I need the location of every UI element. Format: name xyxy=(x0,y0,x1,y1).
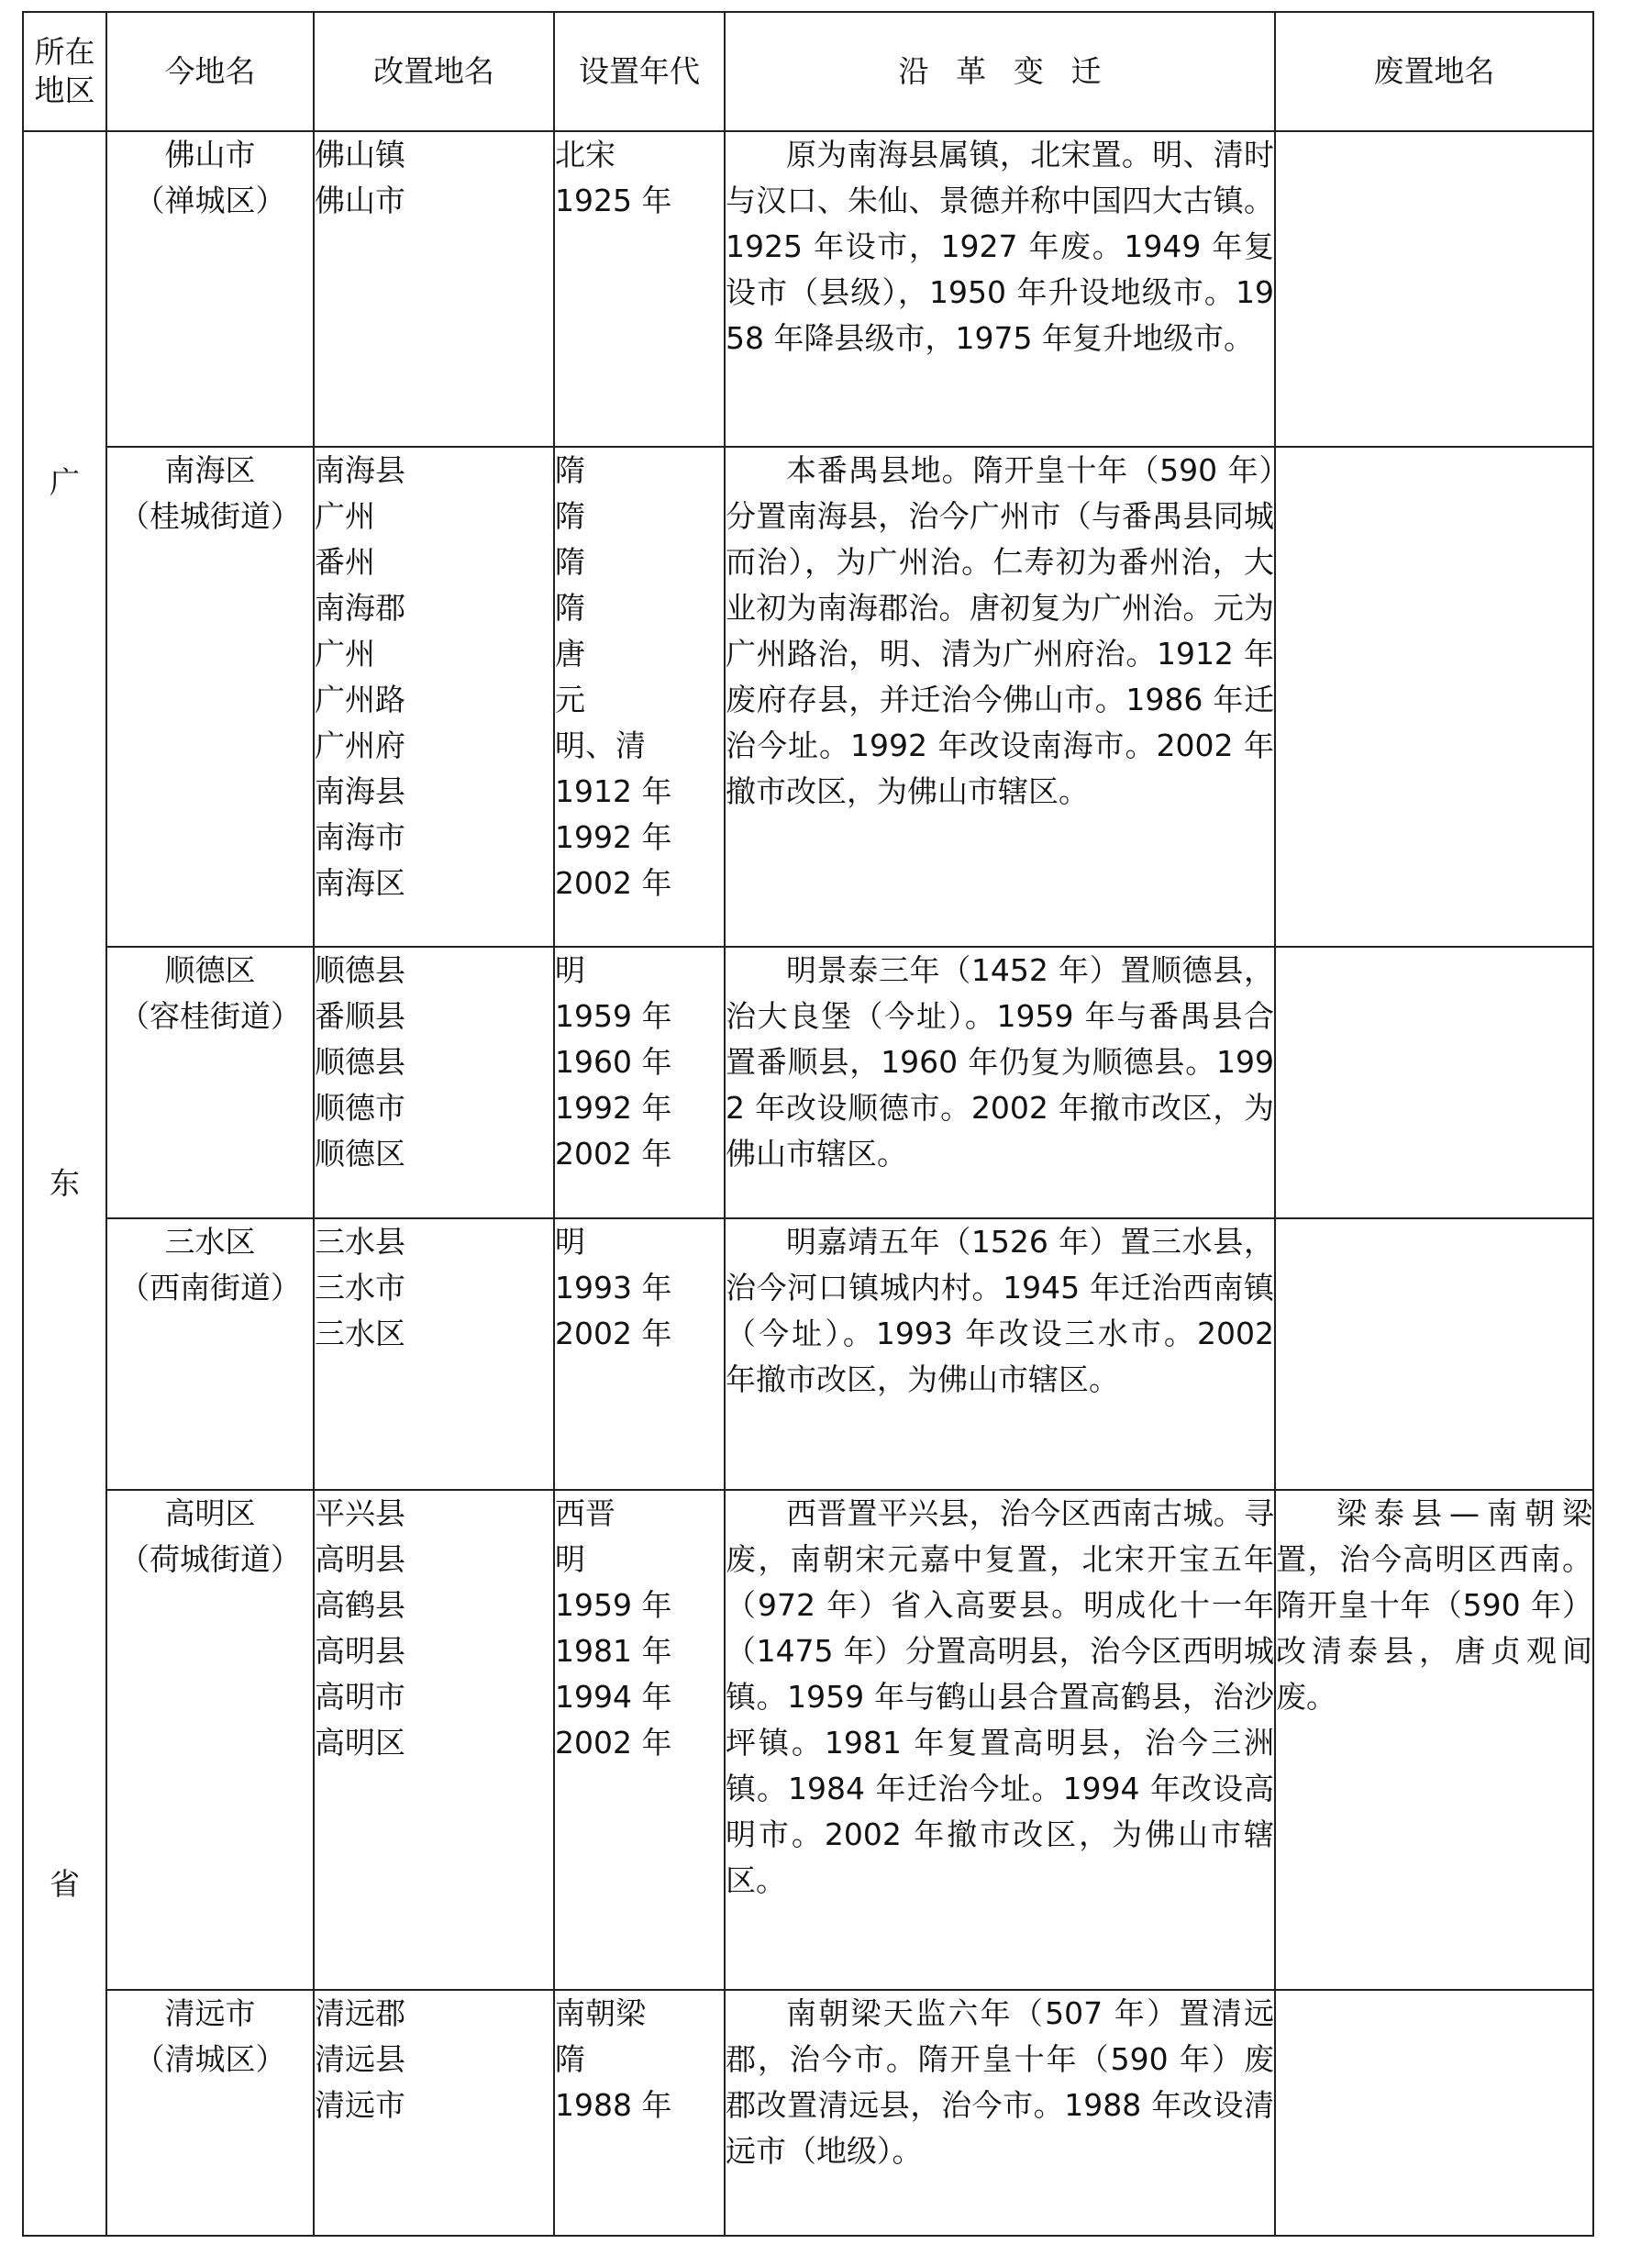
changed-name-cell-line: 高明县 xyxy=(315,1541,405,1578)
history-cell: 西晋置平兴县，治今区西南古城。寻废，南朝宋元嘉中复置，北宋开宝五年（972 年）省入高要县。明成化十一年（1475 年）分置高明县，治今区西明城镇。1959 年与鹤山县合置高鹤县，治沙坪镇。1981 年复置高明县，治今三洲镇。1984 年迁治今址。1994 年改设高明市。2002 年撤市改区，为佛山市辖区。 xyxy=(725,1490,1275,1989)
changed-name-cell-line: 高明市 xyxy=(315,1679,405,1716)
changed-name-cell-line: 高明县 xyxy=(315,1633,405,1670)
year-cell xyxy=(554,1218,725,1490)
today-name-cell xyxy=(106,131,314,447)
year-cell-line: 1959 年 xyxy=(555,997,672,1034)
today-name-cell xyxy=(106,1990,314,2236)
changed-name-cell-line: 广州 xyxy=(315,636,375,672)
year-cell-line: 元 xyxy=(555,682,585,718)
changed-name-cell-line: 顺德市 xyxy=(315,1089,405,1126)
header-today-name: 今地名 xyxy=(106,12,314,131)
changed-name-cell-line: 高鹤县 xyxy=(315,1587,405,1624)
year-cell-line: 1994 年 xyxy=(555,1679,672,1716)
year-cell-line: 南朝梁 xyxy=(555,1994,646,2031)
today-name-cell-line: （禅城区） xyxy=(134,183,286,218)
today-name-cell-line: （荷城街道） xyxy=(119,1541,301,1578)
changed-name-cell xyxy=(314,1218,554,1490)
year-cell xyxy=(554,1490,725,1989)
changed-name-cell-line: 平兴县 xyxy=(315,1495,405,1532)
abolished-cell xyxy=(1275,1218,1593,1490)
region-char: 省 xyxy=(50,1866,80,1902)
today-name-cell xyxy=(106,1218,314,1490)
table-row xyxy=(23,1990,1593,2236)
history-cell: 本番禺县地。隋开皇十年（590 年）分置南海县，治今广州市（与番禺县同城而治），为广州治。仁寿初为番州治，大业初为南海郡治。唐初复为广州治。元为广州路治，明、清为广州府治。1912 年废府存县，并迁治今佛山市。1986 年迁治今址。1992 年改设南海市。2002 年撤市改区，为佛山市辖区。 xyxy=(725,447,1275,946)
changed-name-cell-line: 南海郡 xyxy=(315,590,405,627)
table-row xyxy=(23,131,1593,447)
abolished-cell: 梁泰县—南朝梁置，治今高明区西南。隋开皇十年（590 年）改清泰县，唐贞观间废。 xyxy=(1275,1490,1593,1989)
year-cell-line: 1959 年 xyxy=(555,1587,672,1624)
year-cell-line: 1992 年 xyxy=(555,819,672,856)
changed-name-cell-line: 顺德县 xyxy=(315,951,405,988)
gazetteer-table xyxy=(22,11,1594,2237)
today-name-cell-line: 三水区 xyxy=(164,1224,256,1261)
year-cell-line: 唐 xyxy=(555,636,585,672)
year-cell-line: 1925 年 xyxy=(555,183,672,218)
changed-name-cell xyxy=(314,447,554,946)
changed-name-cell xyxy=(314,131,554,447)
changed-name-cell-line: 广州 xyxy=(315,498,375,535)
year-cell-line: 1960 年 xyxy=(555,1043,672,1080)
header-region-line: 所在 xyxy=(34,34,95,70)
changed-name-cell-line: 高明区 xyxy=(315,1725,405,1761)
year-cell-line: 2002 年 xyxy=(555,1725,672,1761)
changed-name-cell-line: 三水区 xyxy=(315,1316,405,1352)
region-char: 广 xyxy=(50,464,80,500)
year-cell-line: 明 xyxy=(555,1541,585,1578)
header-abolished: 废置地名 xyxy=(1275,12,1593,131)
header-region xyxy=(23,12,106,131)
changed-name-cell-line: 三水市 xyxy=(315,1270,405,1306)
year-cell xyxy=(554,447,725,946)
today-name-cell-line: 清远市 xyxy=(164,1994,256,2031)
abolished-cell xyxy=(1275,131,1593,447)
year-cell-line: 隋 xyxy=(555,544,585,581)
changed-name-cell-line: 三水县 xyxy=(315,1224,405,1261)
abolished-cell xyxy=(1275,1990,1593,2236)
year-cell-line: 2002 年 xyxy=(555,1135,672,1172)
header-changed-name: 改置地名 xyxy=(314,12,554,131)
changed-name-cell-line: 顺德区 xyxy=(315,1135,405,1172)
history-cell: 明景泰三年（1452 年）置顺德县，治大良堡（今址）。1959 年与番禺县合置番顺县，1960 年仍复为顺德县。1992 年改设顺德市。2002 年撤市改区，为佛山市辖区。 xyxy=(725,947,1275,1218)
year-cell-line: 2002 年 xyxy=(555,1316,672,1352)
today-name-cell-line: （清城区） xyxy=(134,2040,286,2077)
changed-name-cell-line: 南海区 xyxy=(315,865,405,902)
year-cell-line: 明 xyxy=(555,1224,585,1261)
year-cell-line: 1981 年 xyxy=(555,1633,672,1670)
today-name-cell-line: （桂城街道） xyxy=(119,498,301,535)
changed-name-cell xyxy=(314,1490,554,1989)
changed-name-cell-line: 番州 xyxy=(315,544,375,581)
today-name-cell xyxy=(106,447,314,946)
changed-name-cell xyxy=(314,1990,554,2236)
year-cell xyxy=(554,131,725,447)
history-cell: 南朝梁天监六年（507 年）置清远郡，治今市。隋开皇十年（590 年）废郡改置清远县，治今市。1988 年改设清远市（地级）。 xyxy=(725,1990,1275,2236)
region-char: 东 xyxy=(50,1165,80,1201)
changed-name-cell-line: 佛山市 xyxy=(315,183,405,218)
changed-name-cell xyxy=(314,947,554,1218)
today-name-cell-line: （容桂街道） xyxy=(119,997,301,1034)
abolished-cell xyxy=(1275,447,1593,946)
year-cell-line: 隋 xyxy=(555,452,585,489)
year-cell-line: 1912 年 xyxy=(555,773,672,810)
history-cell: 明嘉靖五年（1526 年）置三水县，治今河口镇城内村。1945 年迁治西南镇（今址）。1993 年改设三水市。2002 年撤市改区，为佛山市辖区。 xyxy=(725,1218,1275,1490)
changed-name-cell-line: 南海市 xyxy=(315,819,405,856)
year-cell xyxy=(554,1990,725,2236)
table-row xyxy=(23,947,1593,1218)
region-cell xyxy=(23,131,106,2236)
year-cell-line: 1993 年 xyxy=(555,1270,672,1306)
table-row xyxy=(23,1218,1593,1490)
year-cell-line: 1992 年 xyxy=(555,1089,672,1126)
year-cell-line: 西晋 xyxy=(555,1495,615,1532)
changed-name-cell-line: 清远县 xyxy=(315,2040,405,2077)
year-cell-line: 隋 xyxy=(555,590,585,627)
history-cell: 原为南海县属镇，北宋置。明、清时与汉口、朱仙、景德并称中国四大古镇。1925 年设市，1927 年废。1949 年复设市（县级），1950 年升设地级市。1958 年降县级市，1975 年复升地级市。 xyxy=(725,131,1275,447)
header-region-line: 地区 xyxy=(34,72,95,108)
changed-name-cell-line: 清远市 xyxy=(315,2086,405,2123)
changed-name-cell-line: 清远郡 xyxy=(315,1994,405,2031)
year-cell-line: 1988 年 xyxy=(555,2086,672,2123)
changed-name-cell-line: 顺德县 xyxy=(315,1043,405,1080)
year-cell-line: 2002 年 xyxy=(555,865,672,902)
changed-name-cell-line: 广州府 xyxy=(315,728,405,764)
abolished-cell xyxy=(1275,947,1593,1218)
year-cell-line: 北宋 xyxy=(555,137,615,172)
year-cell-line: 明 xyxy=(555,951,585,988)
header-row xyxy=(23,12,1593,131)
changed-name-cell-line: 南海县 xyxy=(315,773,405,810)
changed-name-cell-line: 佛山镇 xyxy=(315,137,405,172)
header-year: 设置年代 xyxy=(554,12,725,131)
year-cell-line: 明、清 xyxy=(555,728,646,764)
today-name-cell xyxy=(106,1490,314,1989)
today-name-cell-line: 佛山市 xyxy=(164,137,256,172)
table-row xyxy=(23,447,1593,946)
changed-name-cell-line: 南海县 xyxy=(315,452,405,489)
year-cell-line: 隋 xyxy=(555,498,585,535)
today-name-cell xyxy=(106,947,314,1218)
today-name-cell-line: （西南街道） xyxy=(119,1270,301,1306)
table-row xyxy=(23,1490,1593,1989)
header-history xyxy=(725,12,1275,131)
header-history-label: 沿革变迁 xyxy=(898,53,1129,89)
year-cell-line: 隋 xyxy=(555,2040,585,2077)
year-cell xyxy=(554,947,725,1218)
today-name-cell-line: 南海区 xyxy=(164,452,256,489)
changed-name-cell-line: 广州路 xyxy=(315,682,405,718)
today-name-cell-line: 高明区 xyxy=(164,1495,256,1532)
today-name-cell-line: 顺德区 xyxy=(164,951,256,988)
changed-name-cell-line: 番顺县 xyxy=(315,997,405,1034)
